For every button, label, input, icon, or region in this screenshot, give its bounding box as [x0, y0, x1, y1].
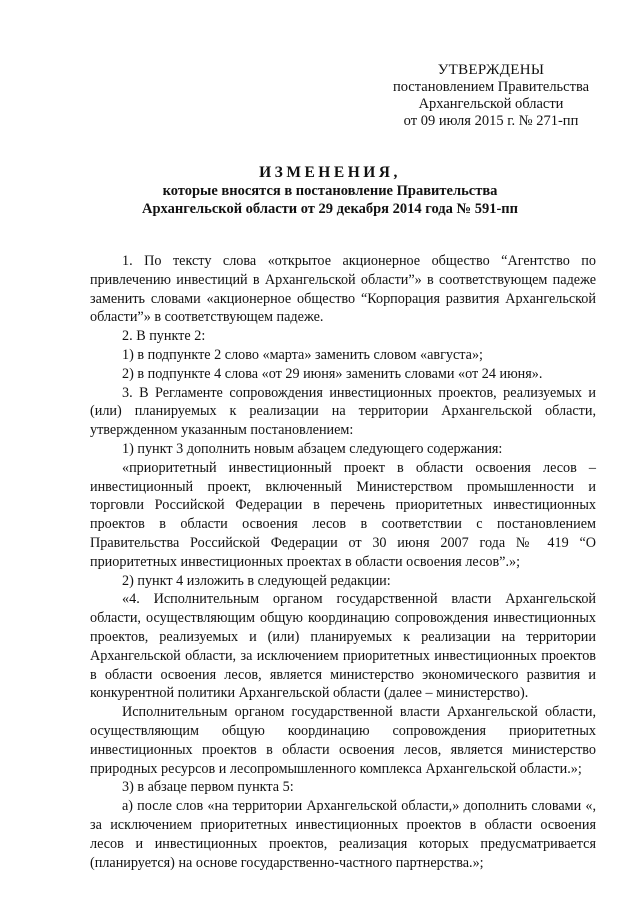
approval-stamp — [386, 62, 596, 130]
paragraph-11: 3) в абзаце первом пункта 5: — [122, 779, 294, 796]
title-main: ИЗМЕНЕНИЯ, — [259, 164, 401, 181]
approval-line-1: постановлением Правительства — [392, 79, 590, 95]
paragraph-7: «приоритетный инвестиционный проект в области освоения лесов – инвестиционный проект, включенный Министерством промышленности и торговли Российской Федерации в перечень приоритетных инвестиционных проектов в области освоения лесов в соответствии с постановлением Правительства Российской Федерации от 30 июня 2007 года № 419 “О приоритетных инвестиционных проектах в области освоения лесов”.»; — [90, 459, 596, 570]
paragraph-6: 1) пункт 3 дополнить новым абзацем следующего содержания: — [122, 440, 503, 457]
approval-line-2: Архангельской области — [418, 96, 564, 112]
approval-heading: УТВЕРЖДЕНЫ — [437, 62, 545, 78]
paragraph-1: 1. По тексту слова «открытое акционерное общество “Агентство по привлечению инвестиций в Архангельской области”» в соответствующем падеже заменить словами «акционерное общество “Корпорация развития Архангельской области”» в соответствующем падеже. — [90, 253, 596, 326]
title-line-3: Архангельской области от 29 декабря 2014 года № 591-пп — [142, 201, 518, 217]
paragraph-8: 2) пункт 4 изложить в следующей редакции: — [122, 572, 391, 589]
paragraph-12: а) после слов «на территории Архангельской области,» дополнить словами «, за исключением приоритетных инвестиционных проектов в области освоения лесов и инвестиционных проектов, реализация которых предусматривается (планируется) на основе государственно-частного партнерства.»; — [90, 798, 596, 871]
title-line-2: которые вносятся в постановление Правительства — [162, 183, 498, 199]
paragraph-3: 1) в подпункте 2 слово «марта» заменить словом «августа»; — [122, 346, 483, 363]
document-title — [80, 164, 580, 218]
document-body — [90, 252, 596, 872]
paragraph-4: 2) в подпункте 4 слова «от 29 июня» заменить словами «от 24 июня». — [122, 365, 543, 382]
paragraph-10: Исполнительным органом государственной власти Архангельской области, осуществляющим общую координацию сопровождения приоритетных инвестиционных проектов в области освоения лесов, является министерство природных ресурсов и лесопромышленного комплекса Архангельской области.»; — [90, 704, 596, 777]
paragraph-5: 3. В Регламенте сопровождения инвестиционных проектов, реализуемых и (или) планируемых к реализации на территории Архангельской области, утвержденном указанным постановлением: — [90, 384, 596, 439]
paragraph-2: 2. В пункте 2: — [122, 328, 206, 345]
paragraph-9: «4. Исполнительным органом государственной власти Архангельской области, осуществляющим общую координацию сопровождения инвестиционных проектов, реализуемых и (или) планируемых к реализации на территории Архангельской области, за исключением приоритетных инвестиционных проектов в области освоения лесов, является министерство экономического развития и конкурентной политики Архангельской области (далее – министерство). — [90, 591, 596, 702]
approval-line-3: от 09 июля 2015 г. № 271-пп — [403, 113, 579, 129]
